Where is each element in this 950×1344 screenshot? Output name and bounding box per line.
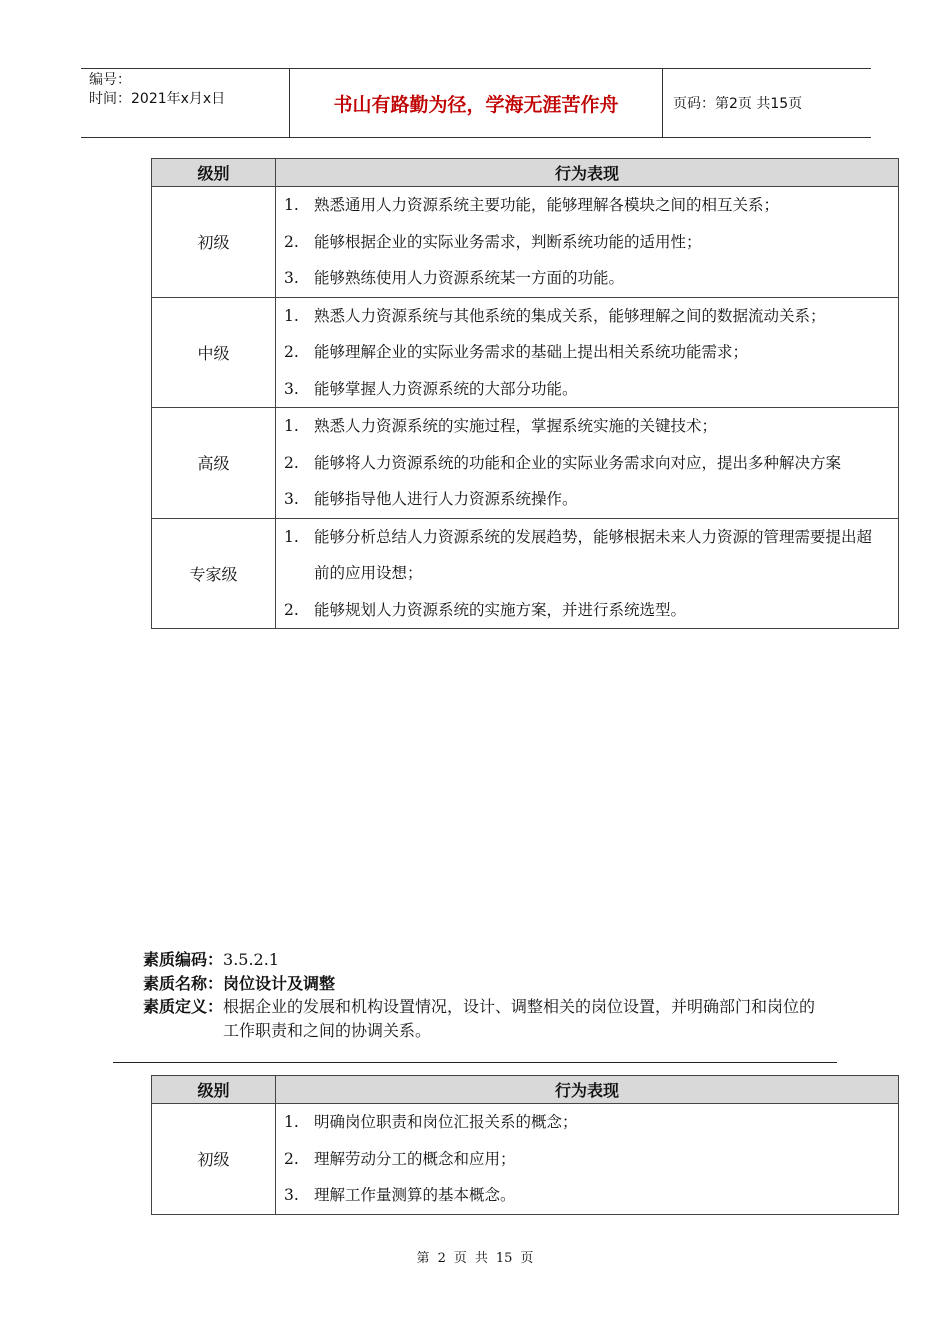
footer-di: 第 (416, 1251, 430, 1266)
list-item (284, 260, 886, 297)
col-behavior-header: 行为表现 (276, 159, 899, 187)
item-number: 3. (284, 1186, 299, 1204)
table-row (152, 297, 899, 408)
header-page-label: 页码：第2页 共15页 (673, 96, 803, 112)
table-row (152, 408, 899, 519)
table-row (152, 187, 899, 298)
list-item (284, 187, 886, 224)
level-cell: 专家级 (152, 518, 276, 629)
level-cell: 中级 (152, 297, 276, 408)
list-item (284, 371, 886, 408)
name-value: 岗位设计及调整 (223, 973, 336, 993)
behavior-cell (276, 297, 899, 408)
list-item (284, 224, 886, 261)
item-text: 能够规划人力资源系统的实施方案，并进行系统选型。 (314, 600, 687, 619)
item-number: 2. (284, 1149, 299, 1168)
item-text: 能够掌握人力资源系统的大部分功能。 (314, 379, 578, 398)
item-number: 2. (284, 453, 299, 472)
item-number: 3. (284, 269, 299, 287)
col-behavior-header: 行为表现 (276, 1076, 899, 1104)
item-text: 熟悉人力资源系统的实施过程，掌握系统实施的关键技术； (314, 417, 718, 435)
competency-definition-row (143, 995, 823, 1042)
table2-body (152, 1104, 899, 1215)
behavior-cell (276, 408, 899, 519)
item-text: 能够熟练使用人力资源系统某一方面的功能。 (314, 269, 625, 287)
time-label: 时间：2021年x月x日 (89, 91, 226, 107)
table1-body (152, 187, 899, 629)
behavior-cell (276, 1104, 899, 1215)
name-label: 素质名称： (143, 973, 224, 993)
table-header-row (152, 1076, 899, 1104)
list-item (284, 408, 886, 445)
list-item (284, 334, 886, 371)
list-item (284, 1177, 886, 1214)
list-item (284, 592, 886, 629)
list-item (284, 1141, 886, 1178)
header-motto: 书山有路勤为径，学海无涯苦作舟 (289, 69, 663, 137)
list-item (284, 481, 886, 518)
item-text: 熟悉通用人力资源系统主要功能，能够理解各模块之间的相互关系； (314, 196, 780, 214)
level-cell: 初级 (152, 1104, 276, 1215)
item-text: 能够理解企业的实际业务需求的基础上提出相关系统功能需求； (314, 343, 749, 361)
definition-value: 根据企业的发展和机构设置情况，设计、调整相关的岗位设置，并明确部门和岗位的工作职责和之间的协调关系。 (223, 997, 816, 1040)
item-number: 1. (284, 527, 299, 546)
footer-page-number: 2 (437, 1251, 446, 1266)
item-number: 3. (284, 379, 299, 398)
item-text: 理解工作量测算的基本概念。 (314, 1186, 516, 1204)
item-number: 1. (284, 196, 299, 214)
list-item (284, 298, 886, 335)
table-header-row (152, 159, 899, 187)
footer-total-pages: 15 (495, 1251, 513, 1266)
behavior-table-2 (151, 1075, 899, 1215)
item-number: 1. (284, 306, 299, 325)
item-text: 明确岗位职责和岗位汇报关系的概念； (314, 1113, 578, 1131)
level-cell: 初级 (152, 187, 276, 298)
behavior-table-1 (151, 158, 899, 629)
footer-ye: 页 (453, 1251, 467, 1266)
code-value: 3.5.2.1 (223, 950, 279, 969)
number-label: 编号： (89, 72, 131, 88)
item-text: 能够指导他人进行人力资源系统操作。 (314, 490, 578, 508)
table-row (152, 1104, 899, 1215)
item-text: 能够根据企业的实际业务需求，判断系统功能的适用性； (314, 232, 702, 251)
list-item (284, 519, 886, 592)
footer-gong: 共 (474, 1251, 488, 1266)
item-number: 2. (284, 600, 299, 619)
level-cell: 高级 (152, 408, 276, 519)
item-text: 能够分析总结人力资源系统的发展趋势，能够根据未来人力资源的管理需要提出超前的应用设想； (314, 527, 873, 582)
section-divider (113, 1062, 837, 1063)
list-item (284, 445, 886, 482)
page-footer (0, 1247, 950, 1266)
item-number: 3. (284, 490, 299, 508)
item-text: 熟悉人力资源系统与其他系统的集成关系，能够理解之间的数据流动关系； (314, 306, 826, 325)
list-item (284, 1104, 886, 1141)
item-text: 能够将人力资源系统的功能和企业的实际业务需求向对应，提出多种解决方案 (314, 453, 842, 472)
competency-meta (143, 948, 823, 1042)
footer-ye: 页 (520, 1251, 534, 1266)
col-level-header: 级别 (152, 1076, 276, 1104)
item-number: 2. (284, 343, 299, 361)
competency-name-row (143, 972, 823, 996)
col-level-header: 级别 (152, 159, 276, 187)
item-number: 1. (284, 417, 299, 435)
item-number: 1. (284, 1113, 299, 1131)
header-meta (81, 69, 289, 137)
table-row (152, 518, 899, 629)
behavior-cell (276, 518, 899, 629)
code-label: 素质编码： (143, 950, 224, 969)
behavior-cell (276, 187, 899, 298)
item-text: 理解劳动分工的概念和应用； (314, 1149, 516, 1168)
competency-code-row (143, 948, 823, 972)
definition-label: 素质定义： (143, 997, 224, 1016)
page-header (81, 68, 871, 138)
item-number: 2. (284, 232, 299, 251)
